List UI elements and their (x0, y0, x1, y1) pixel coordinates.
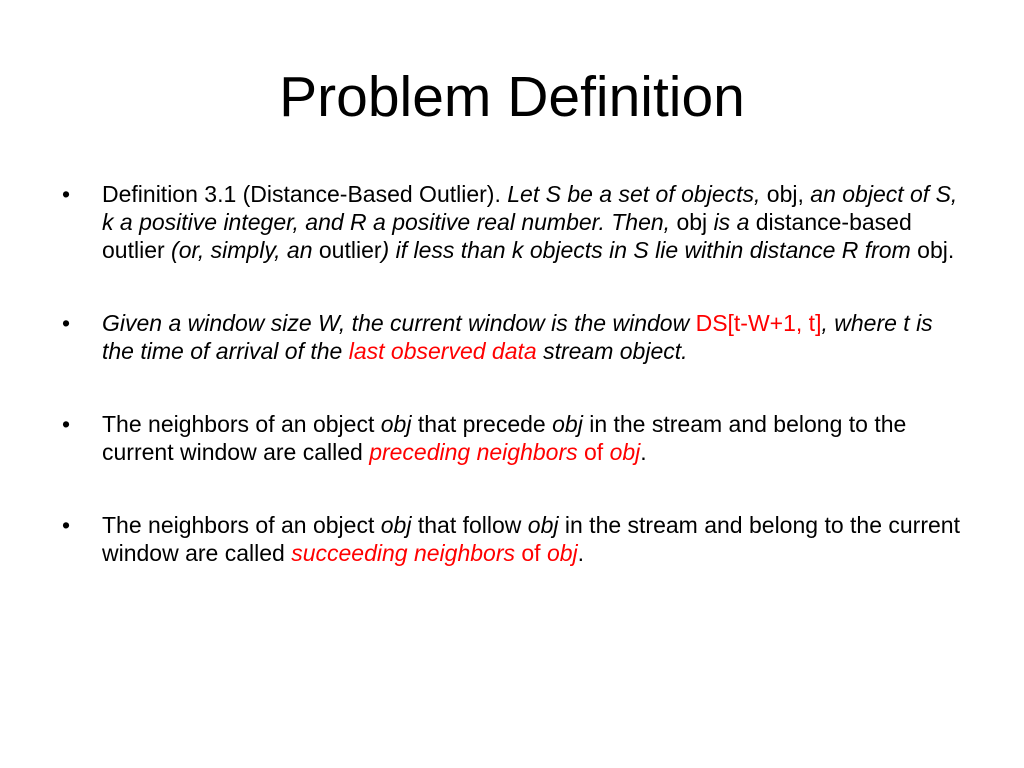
bullet-text-segment: The neighbors of an object (102, 512, 381, 538)
bullet-text-segment: that follow (411, 512, 528, 538)
bullet-text-segment: obj (527, 512, 559, 538)
bullet-text-segment: of (577, 439, 610, 465)
bullet-item (62, 410, 962, 466)
bullet-list (62, 180, 962, 612)
bullet-text-segment: Let S be a set of objects, (507, 181, 761, 207)
bullet-text-segment: in the stream and belong to the current window are called (102, 411, 907, 465)
bullet-text-segment: in the stream and belong to the current window are called (102, 512, 960, 566)
bullet-text-segment: obj (380, 411, 412, 437)
bullet-text-segment: . (577, 540, 585, 566)
bullet-text-segment: DS[t-W+1, t] (689, 310, 822, 336)
bullet-text-segment: obj (546, 540, 578, 566)
bullet-text-segment: , where t is the time of arrival of the (102, 310, 933, 364)
bullet-text-segment: last observed data (342, 338, 537, 364)
bullet-text-segment: Given a window size W, the current window is the window (102, 310, 690, 336)
bullet-text-segment: Definition 3.1 (Distance-Based Outlier). (102, 181, 508, 207)
bullet-text-segment: ) if less than k objects in S lie within distance R from (381, 237, 911, 263)
bullet-text-segment: outlier (312, 237, 382, 263)
bullet-item (62, 309, 962, 365)
bullet-text-segment: obj (670, 209, 714, 235)
bullet-text-segment: The neighbors of an object (102, 411, 381, 437)
bullet-text-segment: obj (552, 411, 583, 437)
bullet-text-segment: of (515, 540, 547, 566)
bullet-marker: • (62, 411, 71, 437)
bullet-text-segment: (or, simply, an (171, 237, 313, 263)
bullet-text-segment: obj (609, 439, 641, 465)
bullet-marker: • (62, 310, 71, 336)
bullet-text-segment: is a (713, 209, 750, 235)
bullet-item (62, 180, 962, 264)
bullet-item (62, 511, 962, 567)
slide-title: Problem Definition (279, 65, 745, 129)
bullet-text-segment: that precede (411, 411, 553, 437)
bullet-text-segment: succeeding neighbors (291, 540, 515, 566)
bullet-text-segment: distance-based outlier (102, 209, 912, 263)
bullet-text-segment: preceding neighbors (369, 439, 578, 465)
bullet-text-segment: . (640, 439, 647, 465)
bullet-text-segment: obj, (760, 181, 811, 207)
bullet-text-segment: stream object. (536, 338, 688, 364)
bullet-marker: • (62, 181, 71, 207)
bullet-text-segment: obj. (910, 237, 955, 263)
bullet-text-segment: obj (380, 512, 412, 538)
bullet-text-segment: an object of S, k a positive integer, and R a positive real number. Then, (102, 181, 958, 235)
bullet-marker: • (62, 512, 71, 538)
